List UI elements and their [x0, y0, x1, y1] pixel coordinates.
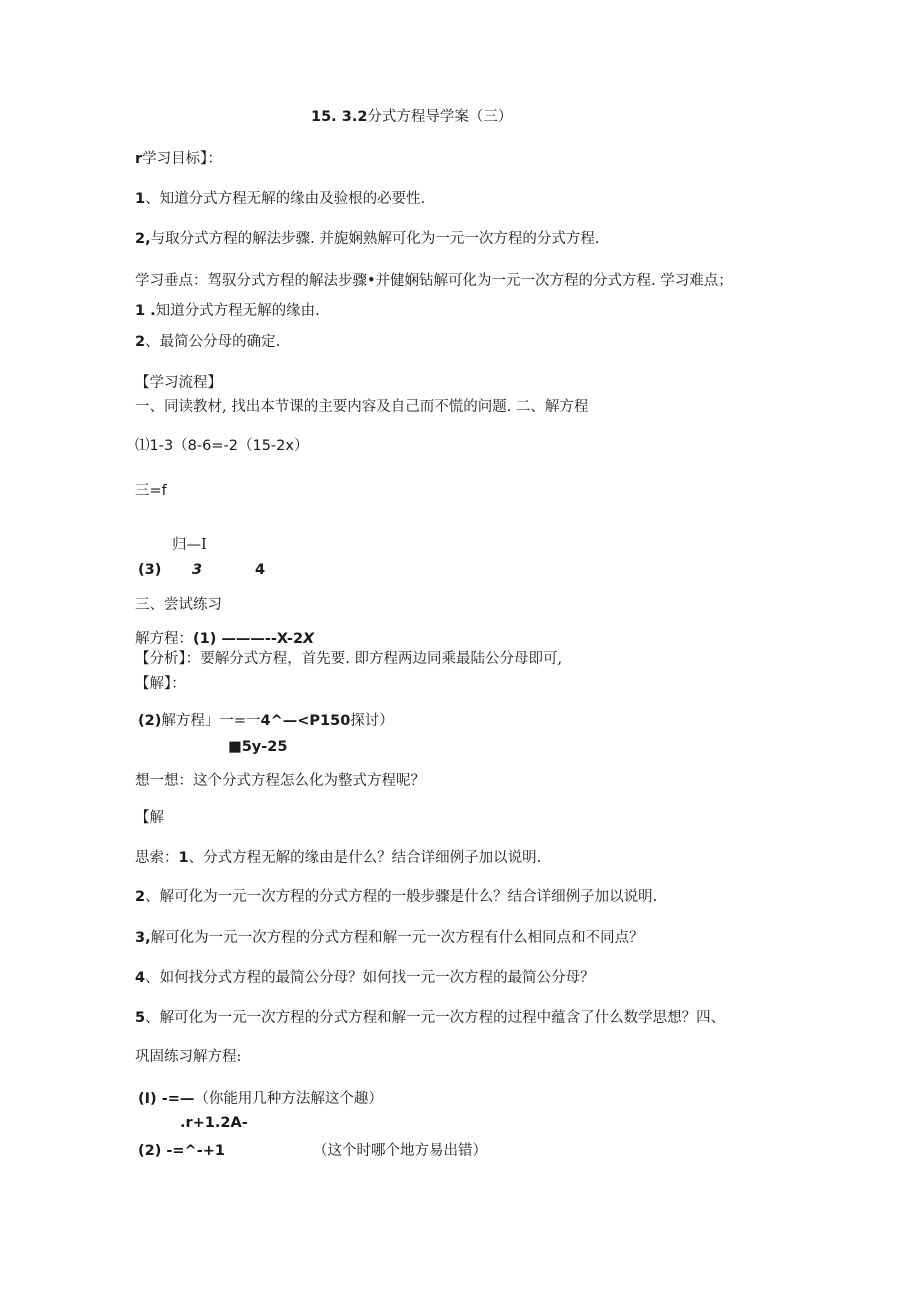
reflection-3: 3,解可化为一元一次方程的分式方程和解一元一次方程有什么相同点和不同点？: [135, 930, 644, 946]
objectives-heading: r学习目标】：: [135, 151, 222, 167]
reflection-4: 4、如何找分式方程的最简公分母？如何找一元一次方程的最简公分母？: [135, 970, 595, 986]
equation-3-numerator: 3: [192, 562, 203, 578]
analysis: 【分析】：要解分式方程，首先要. 即方程两边同乘最陆公分母即可,: [135, 651, 563, 667]
equation-3-fragment: 归—I: [172, 537, 207, 553]
consolidate-heading: 巩固练习解方程:: [135, 1049, 242, 1065]
think-prompt: 想一想：这个分式方程怎么化为整式方程呢？: [135, 773, 425, 789]
step-1: 一、同读教材, 找出本节课的主要内容及自己而不慌的问题. 二、解方程: [135, 399, 589, 415]
solution-2: 【解: [135, 810, 164, 826]
problem-2: (2)解方程」一=一4^—<P150探讨）: [138, 713, 394, 729]
reflection-1: 思索：1、分式方程无解的缘由是什么？结合详细例子加以说明.: [135, 850, 542, 866]
exercise-2: (2) -=^-+1 （这个时哪个地方易出错）: [138, 1143, 487, 1159]
process-heading: 【学习流程】: [135, 375, 222, 391]
exercise-middle-fragment: .r+1.2A-: [180, 1115, 248, 1131]
solution-1: 【解】：: [135, 676, 186, 692]
exercise-1: (I) -=—（你能用几种方法解这个趣）: [138, 1091, 383, 1107]
equation-3-denominator: 4: [255, 562, 266, 578]
page-title: 15. 3.2分式方程导学案（三）: [311, 109, 513, 125]
reflection-5: 5、解可化为一元一次方程的分式方程和解一元一次方程的过程中蕴含了什么数学思想？四、: [135, 1010, 726, 1026]
reflection-2: 2、解可化为一元一次方程的分式方程的一般步骤是什么？结合详细例子加以说明.: [135, 889, 658, 905]
equation-2: 三=f: [135, 483, 167, 499]
difficulty-2: 2、最简公分母的确定.: [135, 334, 281, 350]
objective-2: 2,与取分式方程的解法步骤. 并旎娴熟解可化为一元一次方程的分式方程.: [135, 231, 600, 247]
objective-1: 1、知道分式方程无解的缘由及验根的必要性.: [135, 191, 426, 207]
key-points: 学习垂点：驾驭分式方程的解法步骤•并健娴钻解可化为一元一次方程的分式方程. 学习难点；: [135, 273, 733, 289]
equation-1: ⑴1-3（8-6=-2（15-2x）: [135, 438, 309, 454]
solve-equation-1: 解方程：(1) ———--X-2X: [135, 631, 315, 647]
equation-3-label: (3): [138, 562, 162, 578]
problem-2-denominator: ■5y-25: [228, 739, 288, 755]
section-3-heading: 三、尝试练习: [135, 597, 222, 613]
difficulty-1: 1 .知道分式方程无解的缘由.: [135, 303, 320, 319]
